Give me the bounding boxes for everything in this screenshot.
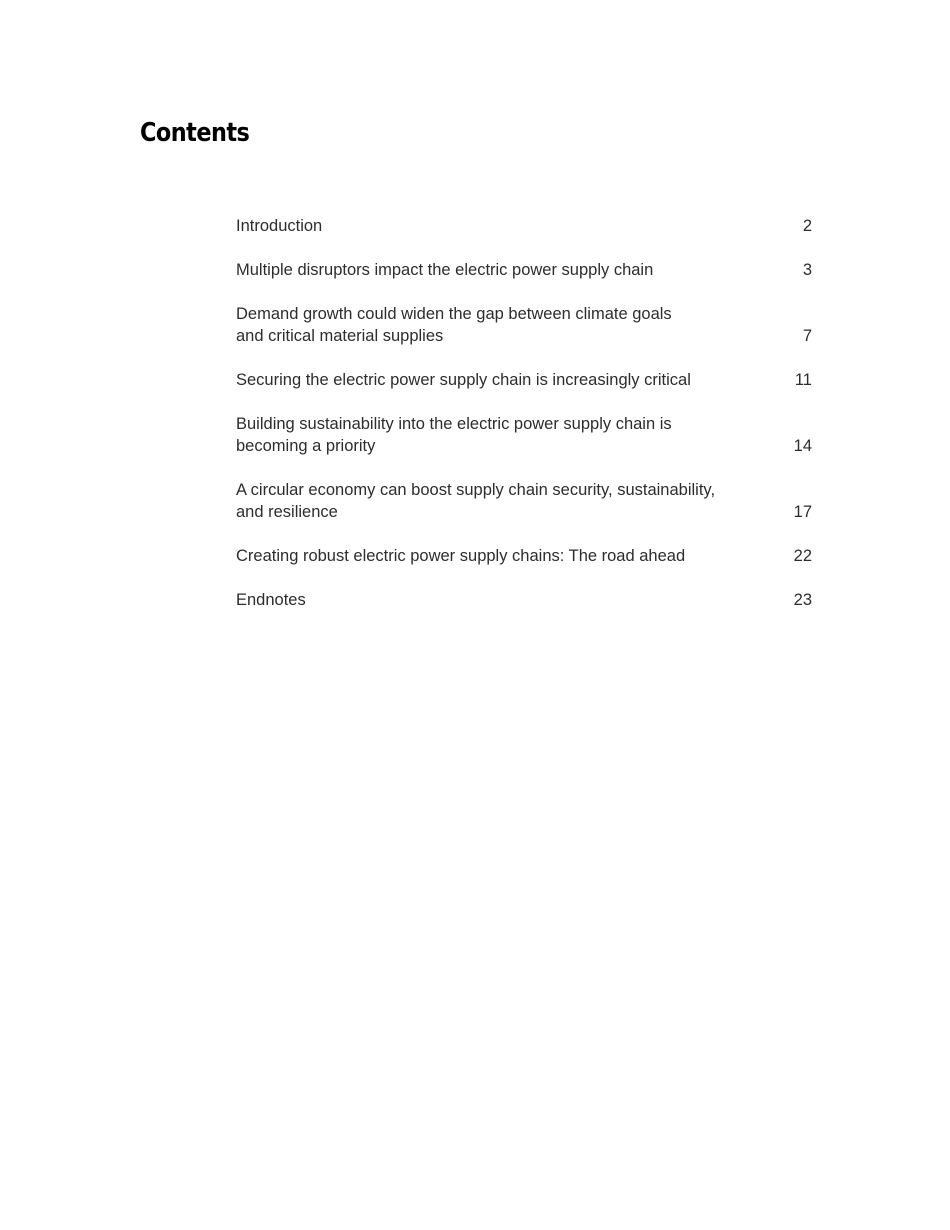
page-title: Contents — [140, 118, 250, 148]
table-of-contents — [236, 215, 812, 633]
toc-entry-demand-growth[interactable] — [236, 303, 812, 347]
toc-entry-introduction[interactable] — [236, 215, 812, 237]
toc-entry-page-number: 23 — [793, 591, 812, 609]
toc-entry-endnotes[interactable] — [236, 589, 812, 611]
toc-entry-securing-supply-chain[interactable] — [236, 369, 812, 391]
toc-entry-page-number: 22 — [793, 547, 812, 565]
toc-entry-page-number: 3 — [802, 261, 812, 279]
toc-entry-title: Demand growth could widen the gap between climate goals and critical material supplies — [236, 305, 672, 345]
toc-entry-page-number: 14 — [793, 437, 812, 455]
toc-entry-title: Creating robust electric power supply chains: The road ahead — [236, 547, 686, 565]
toc-entry-title: Building sustainability into the electric power supply chain is becoming a priority — [236, 415, 672, 455]
toc-entry-page-number: 2 — [802, 217, 812, 235]
toc-entry-title: Multiple disruptors impact the electric power supply chain — [236, 261, 654, 279]
toc-entry-title: Endnotes — [236, 591, 306, 609]
toc-entry-multiple-disruptors[interactable] — [236, 259, 812, 281]
toc-entry-building-sustainability[interactable] — [236, 413, 812, 457]
toc-entry-title: Introduction — [236, 217, 323, 235]
toc-entry-circular-economy[interactable] — [236, 479, 812, 523]
toc-entry-page-number: 7 — [802, 327, 812, 345]
toc-entry-page-number: 11 — [794, 371, 812, 389]
toc-entry-title: Securing the electric power supply chain is increasingly critical — [236, 371, 691, 389]
toc-entry-road-ahead[interactable] — [236, 545, 812, 567]
toc-entry-page-number: 17 — [793, 503, 812, 521]
toc-entry-title: A circular economy can boost supply chain security, sustainability, and resilience — [236, 481, 716, 521]
